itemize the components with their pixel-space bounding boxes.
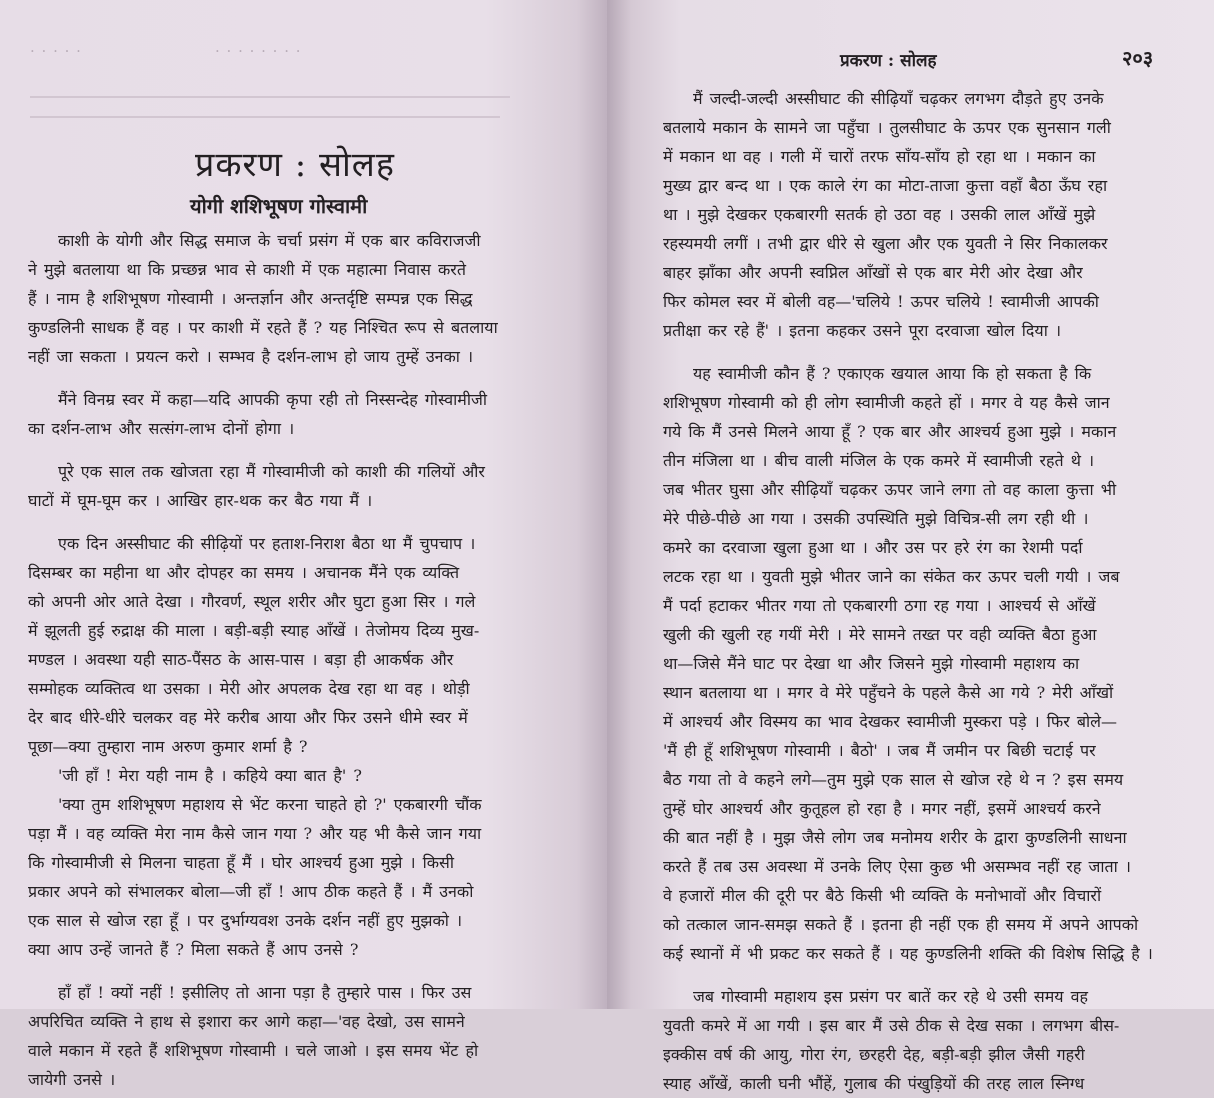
- show-through-header: · · · · · · · · · · · · ·: [30, 42, 302, 60]
- show-through-line: [30, 96, 510, 98]
- text-line: मैं जल्दी-जल्दी अस्सीघाट की सीढ़ियाँ चढ़कर लगभग दौड़ते हुए उनके: [693, 89, 1104, 108]
- text-line: बतलाये मकान के सामने जा पहुँचा । तुलसीघाट के ऊपर एक सुनसान गली: [663, 118, 1111, 137]
- text-line: तुम्हें घोर आश्चर्य और कुतूहल हो रहा है । मगर नहीं, इसमें आश्चर्य करने: [663, 799, 1101, 818]
- text-line: यह स्वामीजी कौन हैं ? एकाएक खयाल आया कि हो सकता है कि: [693, 364, 1092, 383]
- text-line: वाले मकान में रहते हैं शशिभूषण गोस्वामी । चले जाओ । इस समय भेंट हो: [28, 1041, 479, 1060]
- text-line: वे हजारों मील की दूरी पर बैठे किसी भी व्यक्ति के मनोभावों और विचारों: [663, 886, 1102, 905]
- text-line: रहस्यमयी लगीं । तभी द्वार धीरे से खुला और एक युवती ने सिर निकालकर: [663, 234, 1108, 253]
- text-line: में मकान था वह । गली में चारों तरफ साँय-साँय हो रहा था । मकान का: [663, 147, 1096, 166]
- text-line: 'जी हाँ ! मेरा यही नाम है । कहिये क्या बात है' ?: [58, 766, 362, 785]
- text-line: घाटों में घूम-घूम कर । आखिर हार-थक कर बैठ गया मैं ।: [28, 491, 373, 510]
- text-line: एक दिन अस्सीघाट की सीढ़ियों पर हताश-निराश बैठा था मैं चुपचाप ।: [58, 534, 476, 553]
- left-page: [0, 0, 607, 1089]
- section-title: योगी शशिभूषण गोस्वामी: [190, 194, 368, 218]
- text-line: सम्मोहक व्यक्तित्व था उसका । मेरी ओर अपलक देख रहा था वह । थोड़ी: [28, 679, 470, 698]
- text-line: जायेगी उनसे ।: [28, 1070, 116, 1089]
- text-line: फिर कोमल स्वर में बोली वह—'चलिये ! ऊपर चलिये ! स्वामीजी आपकी: [663, 292, 1099, 311]
- text-line: मेरे पीछे-पीछे आ गया । उसकी उपस्थिति मुझे विचित्र-सी लग रही थी ।: [663, 509, 1089, 528]
- text-line: गये कि मैं उनसे मिलने आया हूँ ? एक बार और आश्चर्य हुआ मुझे । मकान: [663, 422, 1117, 441]
- text-line: को तत्काल जान-समझ सकते हैं । इतना ही नहीं एक ही समय में अपने आपको: [663, 915, 1139, 934]
- text-line: ने मुझे बतलाया था कि प्रच्छन्न भाव से काशी में एक महात्मा निवास करते: [28, 260, 466, 279]
- text-line: इक्कीस वर्ष की आयु, गोरा रंग, छरहरी देह, बड़ी-बड़ी झील जैसी गहरी: [663, 1045, 1085, 1064]
- text-line: था । मुझे देखकर एकबारगी सतर्क हो उठा वह । उसकी लाल आँखें मुझे: [663, 205, 1096, 224]
- text-line: प्रकार अपने को संभालकर बोला—जी हाँ ! आप ठीक कहते हैं । मैं उनको: [28, 882, 474, 901]
- text-line: हाँ हाँ ! क्यों नहीं ! इसीलिए तो आना पड़ा है तुम्हारे पास । फिर उस: [58, 983, 472, 1002]
- text-line: दिसम्बर का महीना था और दोपहर का समय । अचानक मैंने एक व्यक्ति: [28, 563, 460, 582]
- show-through-line: [30, 116, 500, 118]
- text-line: बैठ गया तो वे कहने लगे—तुम मुझे एक साल से खोज रहे थे न ? इस समय: [663, 770, 1124, 789]
- text-line: हैं । नाम है शशिभूषण गोस्वामी । अन्तर्ज्ञान और अन्तर्दृष्टि सम्पन्न एक सिद्ध: [28, 289, 473, 308]
- text-line: करते हैं तब उस अवस्था में उनके लिए ऐसा कुछ भी असम्भव नहीं रह जाता ।: [663, 857, 1131, 876]
- text-line: मैंने विनम्र स्वर में कहा—यदि आपकी कृपा रही तो निस्सन्देह गोस्वामीजी: [58, 390, 488, 409]
- text-line: में झूलती हुई रुद्राक्ष की माला । बड़ी-बड़ी स्याह आँखें । तेजोमय दिव्य मुख-: [28, 621, 480, 640]
- text-line: कई स्थानों में भी प्रकट कर सकते हैं । यह कुण्डलिनी शक्ति की विशेष सिद्धि है ।: [663, 944, 1153, 963]
- text-line: एक साल से खोज रहा हूँ । पर दुर्भाग्यवश उनके दर्शन नहीं हुए मुझको ।: [28, 911, 463, 930]
- text-line: स्थान बतलाया था । मगर वे मेरे पहुँचने के पहले कैसे आ गये ? मेरी आँखों: [663, 683, 1114, 702]
- text-line: पड़ा मैं । वह व्यक्ति मेरा नाम कैसे जान गया ? और यह भी कैसे जान गया: [28, 824, 482, 843]
- text-line: प्रतीक्षा कर रहे हैं' । इतना कहकर उसने पूरा दरवाजा खोल दिया ।: [663, 321, 1062, 340]
- text-line: जब गोस्वामी महाशय इस प्रसंग पर बातें कर रहे थे उसी समय वह: [693, 987, 1089, 1006]
- text-line: मण्डल । अवस्था यही साठ-पैंसठ के आस-पास । बड़ा ही आकर्षक और: [28, 650, 454, 669]
- text-line: तीन मंजिला था । बीच वाली मंजिल के एक कमरे में स्वामीजी रहते थे ।: [663, 451, 1095, 470]
- text-line: नहीं जा सकता । प्रयत्न करो । सम्भव है दर्शन-लाभ हो जाय तुम्हें उनका ।: [28, 347, 474, 366]
- text-line: 'क्या तुम शशिभूषण महाशय से भेंट करना चाहते हो ?' एकबारगी चौंक: [58, 795, 482, 814]
- text-line: स्याह आँखें, काली घनी भौंहें, गुलाब की पंखुड़ियों की तरह लाल स्निग्ध: [663, 1074, 1085, 1093]
- text-line: कमरे का दरवाजा खुला हुआ था । और उस पर हरे रंग का रेशमी पर्दा: [663, 538, 1083, 557]
- text-line: मुख्य द्वार बन्द था । एक काले रंग का मोटा-ताजा कुत्ता वहाँ बैठा ऊँघ रहा: [663, 176, 1108, 195]
- running-header: प्रकरण : सोलह: [840, 51, 937, 71]
- text-line: मैं पर्दा हटाकर भीतर गया तो एकबारगी ठगा रह गया । आश्चर्य से आँखें: [663, 596, 1096, 615]
- left-page-body: [28, 226, 523, 1094]
- text-line: जब भीतर घुसा और सीढ़ियाँ चढ़कर ऊपर जाने लगा तो वह काला कुत्ता भी: [663, 480, 1117, 499]
- text-line: का दर्शन-लाभ और सत्संग-लाभ दोनों होगा ।: [28, 419, 295, 438]
- text-line: था—जिसे मैंने घाट पर देखा था और जिसने मुझे गोस्वामी महाशय का: [663, 654, 1080, 673]
- text-line: कि गोस्वामीजी से मिलना चाहता हूँ मैं । घोर आश्चर्य हुआ मुझे । किसी: [28, 853, 454, 872]
- text-line: कुण्डलिनी साधक हैं वह । पर काशी में रहते हैं ? यह निश्चित रूप से बतलाया: [28, 318, 498, 337]
- chapter-title: प्रकरण : सोलह: [195, 145, 395, 185]
- text-line: काशी के योगी और सिद्ध समाज के चर्चा प्रसंग में एक बार कविराजजी: [58, 231, 481, 250]
- text-line: को अपनी ओर आते देखा । गौरवर्ण, स्थूल शरीर और घुटा हुआ सिर । गले: [28, 592, 476, 611]
- text-line: अपरिचित व्यक्ति ने हाथ से इशारा कर आगे कहा—'वह देखो, उस सामने: [28, 1012, 465, 1031]
- text-line: पूछा—क्या तुम्हारा नाम अरुण कुमार शर्मा है ?: [28, 737, 308, 756]
- text-line: शशिभूषण गोस्वामी को ही लोग स्वामीजी कहते हों । मगर वे यह कैसे जान: [663, 393, 1110, 412]
- page-number: २०३: [1122, 46, 1154, 70]
- text-line: खुली की खुली रह गयीं मेरी । मेरे सामने तख्त पर वही व्यक्ति बैठा हुआ: [663, 625, 1097, 644]
- text-line: बाहर झाँका और अपनी स्वप्निल आँखों से एक बार मेरी ओर देखा और: [663, 263, 1083, 282]
- text-line: क्या आप उन्हें जानते हैं ? मिला सकते हैं आप उनसे ?: [28, 940, 359, 959]
- right-page-body: [663, 84, 1163, 1098]
- text-line: 'मैं ही हूँ शशिभूषण गोस्वामी । बैठो' । जब मैं जमीन पर बिछी चटाई पर: [663, 741, 1096, 760]
- text-line: की बात नहीं है । मुझ जैसे लोग जब मनोमय शरीर के द्वारा कुण्डलिनी साधना: [663, 828, 1127, 847]
- text-line: लटक रहा था । युवती मुझे भीतर जाने का संकेत कर ऊपर चली गयी । जब: [663, 567, 1120, 586]
- text-line: पूरे एक साल तक खोजता रहा मैं गोस्वामीजी को काशी की गलियों और: [58, 462, 485, 481]
- text-line: देर बाद धीरे-धीरे चलकर वह मेरे करीब आया और फिर उसने धीमे स्वर में: [28, 708, 468, 727]
- text-line: में आश्चर्य और विस्मय का भाव देखकर स्वामीजी मुस्करा पड़े । फिर बोले—: [663, 712, 1117, 731]
- text-line: युवती कमरे में आ गयी । इस बार मैं उसे ठीक से देख सका । लगभग बीस-: [663, 1016, 1120, 1035]
